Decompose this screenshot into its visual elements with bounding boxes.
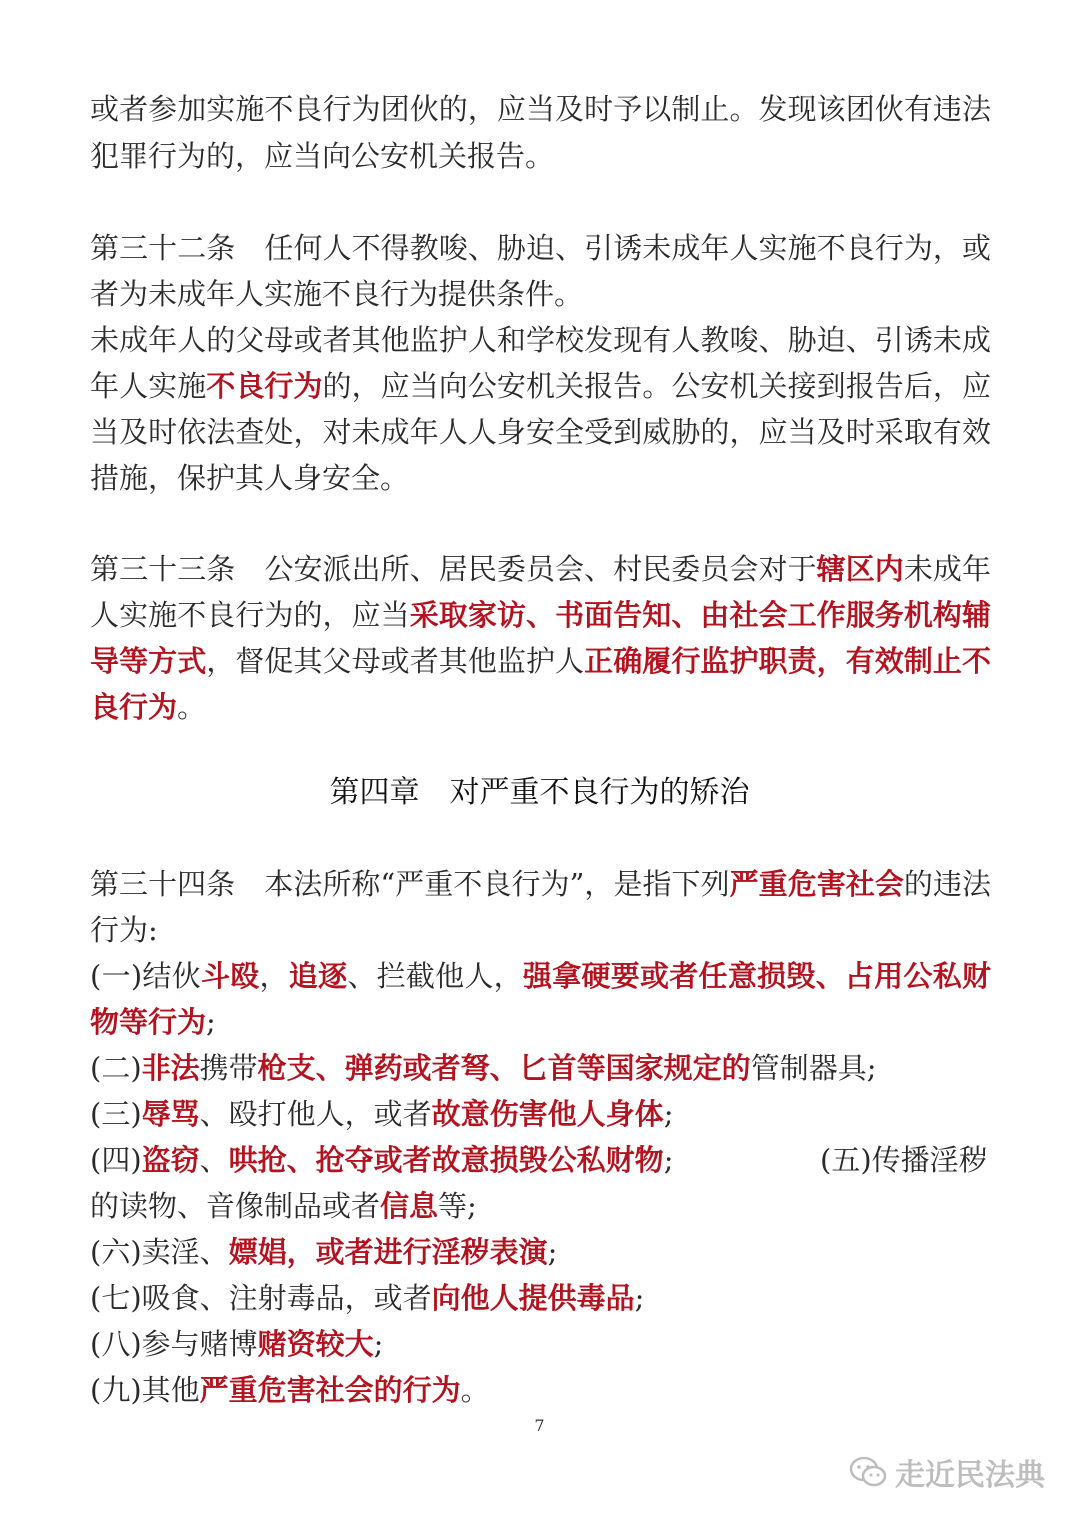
text-line: 者为未成年人实施不良行为提供条件。 — [90, 277, 584, 311]
text-line: 或者参加实施不良行为团伙的，应当及时予以制止。发现该团伙有违法 — [90, 92, 991, 126]
text-line: 物等行为; — [90, 1005, 216, 1039]
text-line: 良行为。 — [90, 690, 207, 724]
highlight-text: 故意伤害他人身体 — [431, 1097, 664, 1131]
list-item: (二)非法携带枪支、弹药或者弩、匕首等国家规定的管制器具; — [90, 1051, 877, 1085]
watermark — [849, 1452, 1045, 1492]
highlight-text: 强拿硬要或者任意损毁、占用公私财 — [522, 959, 991, 993]
highlight-text: 采取家访、书面告知、由社会工作服务机构辅 — [409, 598, 991, 632]
highlight-text: 哄抢、抢夺或者故意损毁公私财物 — [228, 1143, 664, 1177]
highlight-text: 向他人提供毒品 — [431, 1281, 635, 1315]
article-32-line: 第三十二条 任何人不得教唆、胁迫、引诱未成年人实施不良行为，或 — [90, 231, 991, 265]
highlight-text: 嫖娼，或者进行淫秽表演 — [228, 1235, 548, 1269]
list-item: (六)卖淫、嫖娼，或者进行淫秽表演; — [90, 1235, 558, 1269]
highlight-text: 严重危害社会的行为 — [199, 1373, 461, 1407]
list-item: (五)传播淫秽 — [820, 1143, 988, 1177]
highlight-text: 枪支、弹药或者弩、匕首等国家规定的 — [257, 1051, 751, 1085]
text-line: 犯罪行为的，应当向公安机关报告。 — [90, 139, 555, 173]
text-line: 当及时依法查处，对未成年人人身安全受到威胁的，应当及时采取有效 — [90, 415, 991, 449]
list-item: (三)辱骂、殴打他人，或者故意伤害他人身体; — [90, 1097, 674, 1131]
highlight-text: 盗窃 — [141, 1143, 200, 1177]
highlight-text: 不良行为 — [206, 369, 323, 403]
highlight-text: 良行为 — [90, 690, 178, 724]
text-line: 未成年人的父母或者其他监护人和学校发现有人教唆、胁迫、引诱未成 — [90, 323, 991, 357]
wechat-icon — [849, 1456, 887, 1488]
list-item: (九)其他严重危害社会的行为。 — [90, 1373, 490, 1407]
list-item: (八)参与赌博赌资较大; — [90, 1327, 384, 1361]
watermark-label: 走近民法典 — [895, 1458, 1045, 1493]
text-line: 年人实施不良行为的，应当向公安机关报告。公安机关接到报告后，应 — [90, 369, 991, 403]
text-line: 导等方式，督促其父母或者其他监护人正确履行监护职责，有效制止不 — [90, 644, 991, 678]
highlight-text: 导等方式 — [90, 644, 207, 678]
text-line: 的读物、音像制品或者信息等; — [90, 1189, 477, 1223]
highlight-text: 斗殴 — [200, 959, 260, 993]
list-item: (四)盗窃、哄抢、抢夺或者故意损毁公私财物; — [90, 1143, 674, 1177]
text-line: 行为: — [90, 913, 158, 947]
highlight-text: 追逐 — [288, 959, 348, 993]
article-33-line: 第三十三条 公安派出所、居民委员会、村民委员会对于辖区内未成年 — [90, 552, 991, 586]
highlight-text: 非法 — [141, 1051, 200, 1085]
page-number: 7 — [534, 1416, 545, 1435]
highlight-text: 物等行为 — [90, 1005, 207, 1039]
highlight-text: 正确履行监护职责，有效制止不 — [584, 644, 991, 678]
highlight-text: 辖区内 — [816, 552, 904, 586]
highlight-text: 严重危害社会 — [729, 867, 904, 901]
highlight-text: 赌资较大 — [257, 1327, 374, 1361]
text-line: 人实施不良行为的，应当采取家访、书面告知、由社会工作服务机构辅 — [90, 598, 991, 632]
list-item: (七)吸食、注射毒品，或者向他人提供毒品; — [90, 1281, 645, 1315]
highlight-text: 信息 — [380, 1189, 439, 1223]
list-item: (一)结伙斗殴，追逐、拦截他人，强拿硬要或者任意损毁、占用公私财 — [90, 959, 991, 993]
article-34-line: 第三十四条 本法所称“严重不良行为”，是指下列严重危害社会的违法 — [90, 867, 991, 901]
text-line: 措施，保护其人身安全。 — [90, 461, 410, 495]
chapter-heading: 第四章 对严重不良行为的矫治 — [329, 775, 750, 810]
highlight-text: 辱骂 — [141, 1097, 200, 1131]
